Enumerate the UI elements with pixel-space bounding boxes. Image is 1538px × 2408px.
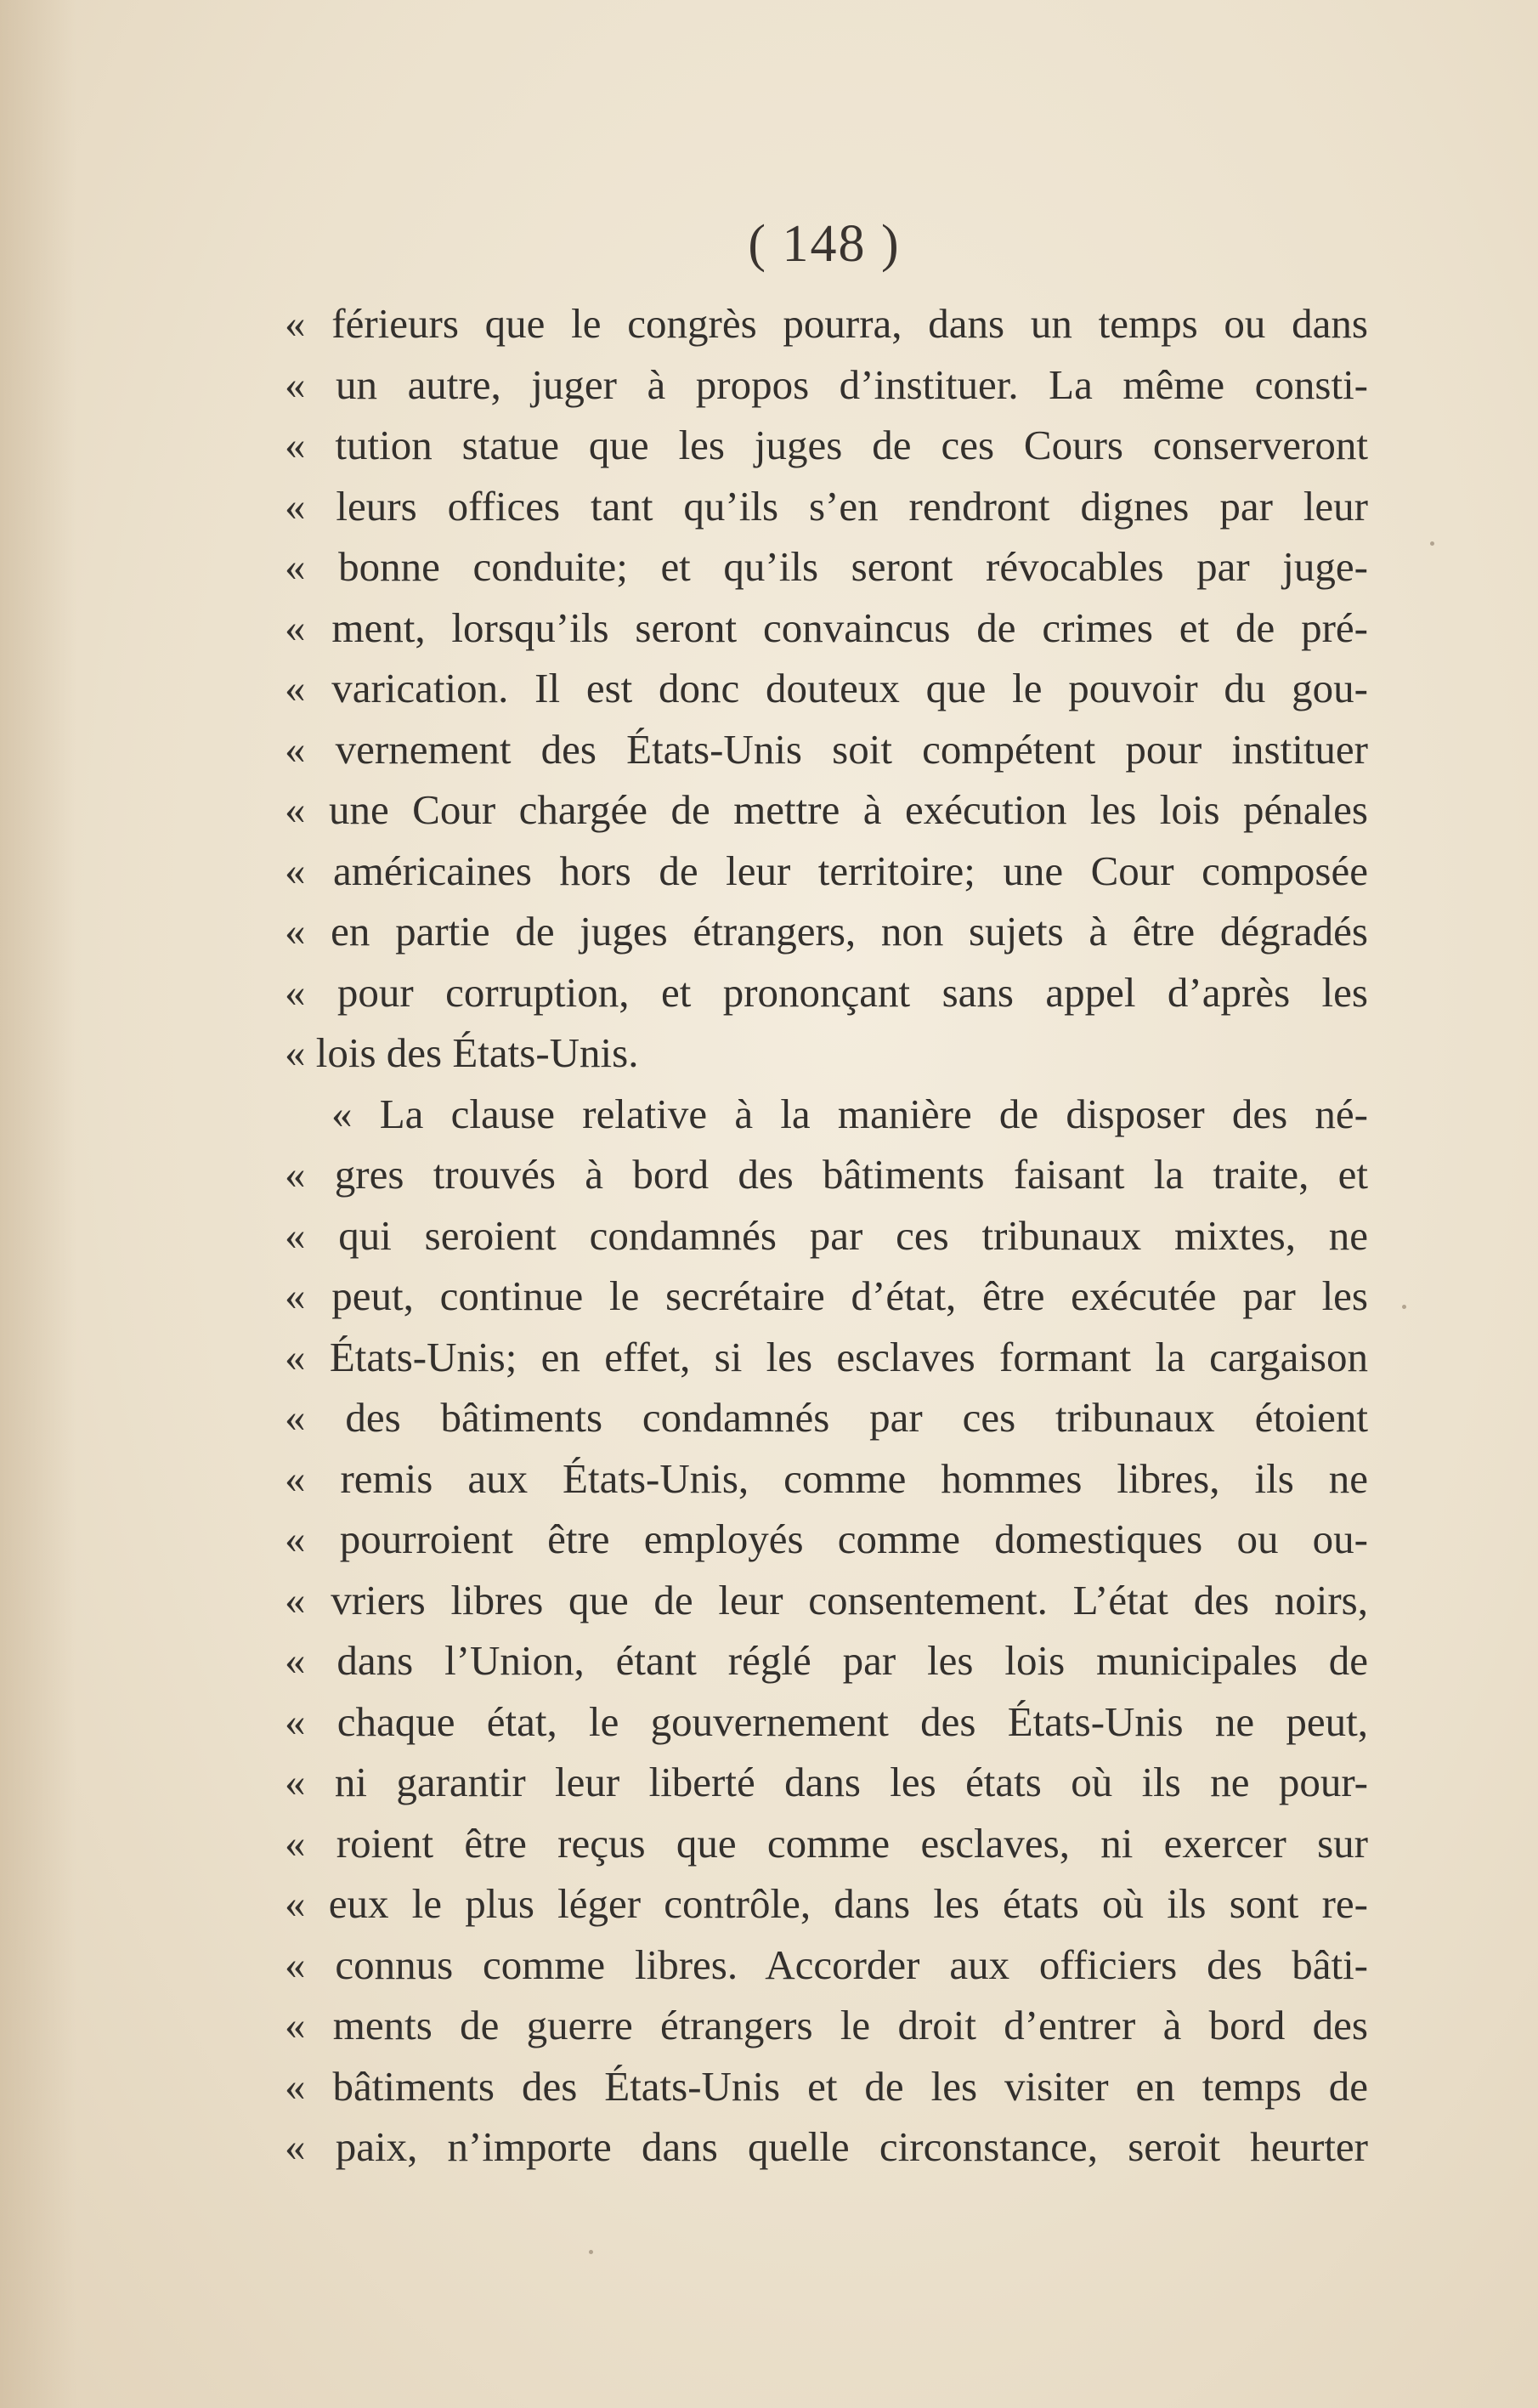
paragraph-end-line: « lois des États-Unis. [285,1029,639,1076]
text-line: « vriers libres que de leur consentement. L’état des noirs, [285,1576,1368,1623]
text-line: « chaque état, le gouvernement des États-Unis ne peut, [285,1697,1368,1745]
text-line: « paix, n’importe dans quelle circonstance, seroit heurter [285,2123,1368,2170]
text-line: « bâtiments des États-Unis et de les visiter en temps de [285,2062,1368,2110]
text-line: « ni garantir leur liberté dans les états où ils ne pour- [285,1759,1368,1805]
paper-speck [1430,541,1434,546]
text-line: « qui seroient condamnés par ces tribunaux mixtes, ne [285,1211,1368,1259]
text-line: « remis aux États-Unis, comme hommes libres, ils ne [285,1454,1368,1502]
text-line: « dans l’Union, étant réglé par les lois municipales de [285,1637,1368,1684]
paper-speck [589,2250,593,2254]
paper-speck [1402,1305,1406,1309]
page-edge-shadow [0,0,76,2408]
text-line: « un autre, juger à propos d’instituer. La même consti- [285,360,1368,408]
text-line: « férieurs que le congrès pourra, dans un temps ou dans [285,300,1368,347]
text-line: « en partie de juges étrangers, non sujets à être dégradés [285,908,1368,955]
text-line: « vernement des États-Unis soit compétent pour instituer [285,725,1368,773]
text-line: « ments de guerre étrangers le droit d’entrer à bord des [285,2002,1368,2048]
page-number: ( 148 ) [748,215,901,273]
text-line: « des bâtiments condamnés par ces tribunaux étoient [285,1394,1368,1441]
text-line: « varication. Il est donc douteux que le pouvoir du gou- [285,665,1368,711]
text-line: « bonne conduite; et qu’ils seront révocables par juge- [285,543,1368,590]
paragraph-start-line: « La clause relative à la manière de disposer des né- [331,1090,1368,1137]
text-line: « une Cour chargée de mettre à exécution les lois pénales [285,786,1368,833]
text-line: « roient être reçus que comme esclaves, ni exercer sur [285,1819,1368,1867]
text-line: « tution statue que les juges de ces Cours conserveront [285,422,1368,468]
text-line: « connus comme libres. Accorder aux officiers des bâti- [285,1941,1368,1988]
text-line: « pourroient être employés comme domestiques ou ou- [285,1516,1368,1562]
text-line: « leurs offices tant qu’ils s’en rendront dignes par leur [285,482,1368,530]
body-text [285,293,1368,2178]
text-line: « peut, continue le secrétaire d’état, être exécutée par les [285,1272,1368,1319]
text-line: « gres trouvés à bord des bâtiments faisant la traite, et [285,1151,1368,1198]
text-line: « ment, lorsqu’ils seront convaincus de crimes et de pré- [285,603,1368,651]
text-line: « américaines hors de leur territoire; une Cour composée [285,847,1368,894]
text-line: « États-Unis; en effet, si les esclaves formant la cargaison [285,1333,1368,1380]
text-line: « pour corruption, et prononçant sans appel d’après les [285,968,1368,1016]
text-line: « eux le plus léger contrôle, dans les états où ils sont re- [285,1880,1368,1927]
